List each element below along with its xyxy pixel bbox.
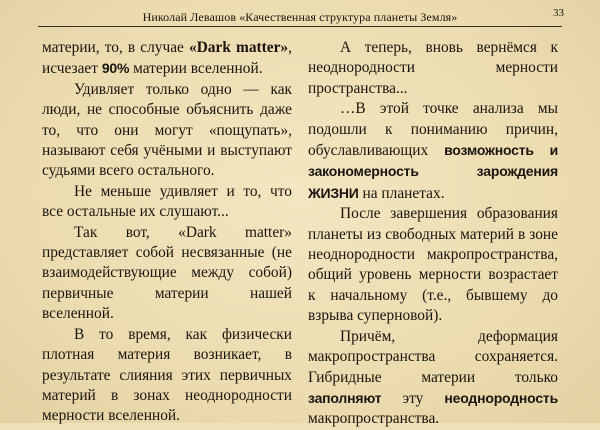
text-run: макропространства. [308,410,440,428]
paragraph-5: В то время, как физически плотная материя возникает, в результате слияния этих первичных материй в зонах неоднородности мерности вселенной. [42,325,292,425]
paragraph-3: Не меньше удивляет и то, что все остальные их слушают... [42,182,292,221]
paragraph-3: После завершения образования планеты из свободных материй в зоне неоднородности макропространства, общий уровень мерности возрастает к начальному (т.е., бывшему до взрыва суперновой). [308,205,558,325]
text-run: Причём, деформация макропространства сохраняется. Гибридные материи только [308,327,558,386]
left-column [42,38,292,427]
text-run: …В этой точке анализа мы подошли к пониманию причин, обуславливающих [308,100,558,160]
text-run: , исчезает [42,39,292,78]
bold-term: 90% [101,60,130,77]
bold-term: заполняют [308,389,382,406]
running-header [38,4,562,27]
text-run: материи вселенной. [129,60,263,78]
text-run: материи, то, в случае [42,39,189,56]
right-column [308,38,558,430]
paragraph-2 [308,99,558,204]
paragraph-2: Удивляет только одно — как люди, не способные объяснить даже то, что они могут «пощупать», называют себя учёными и выступают судьями всего остального. [42,80,292,180]
page-number: 33 [553,7,564,19]
header-title: Николай Левашов «Качественная структура планеты Земля» [142,10,458,24]
paragraph-4 [308,327,558,430]
bold-phrase: возможность и закономерность зарождения ЖИЗНИ [308,142,558,201]
paragraph-1 [42,38,292,80]
bold-term: «Dark matter» [189,39,289,56]
paragraph-1: А теперь, вновь вернёмся к неоднородности мерности пространства... [308,39,558,97]
text-run: на планетах. [358,184,445,202]
paragraph-4: Так вот, «Dark matter» представляет собой несвязанные (не взаимодействующие между собой) первичные материи нашей вселенной. [42,223,292,323]
bold-term: неоднородность [444,389,558,406]
text-run: эту [381,389,445,407]
